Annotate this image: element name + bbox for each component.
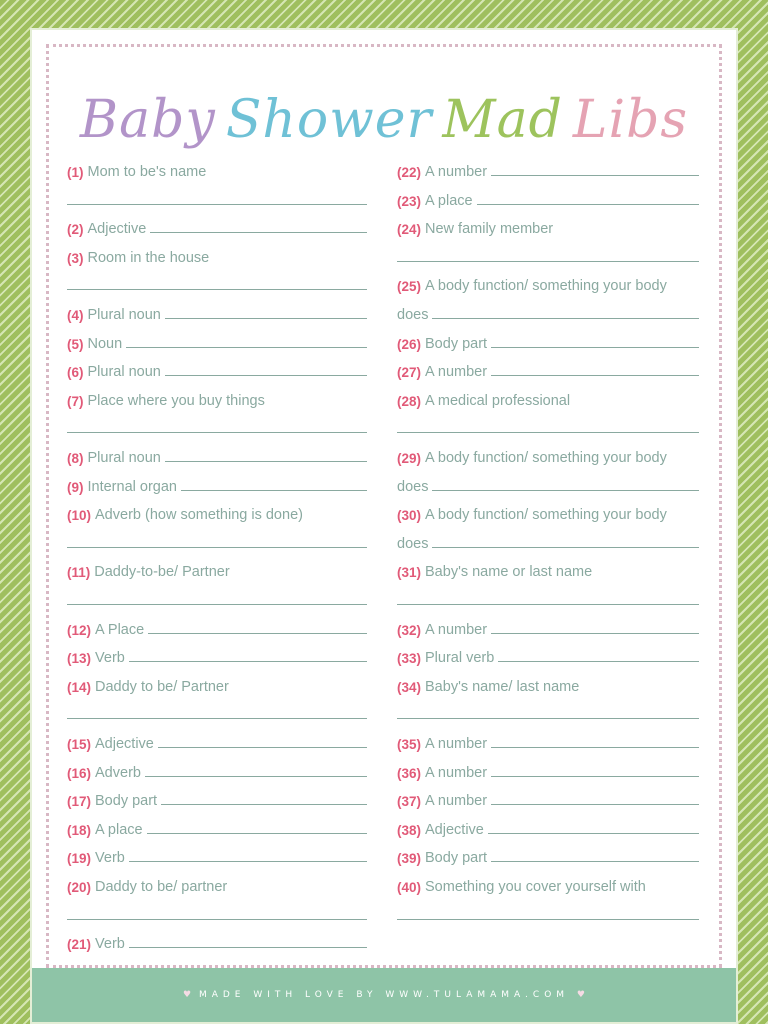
page-title bbox=[32, 88, 736, 152]
prompt-label: Verb bbox=[95, 850, 125, 867]
prompt-label: A number bbox=[425, 621, 488, 638]
prompt-number: (17) bbox=[67, 794, 92, 810]
prompt-row bbox=[397, 446, 699, 466]
blank-line-row bbox=[397, 303, 699, 323]
title-word-baby: Baby bbox=[79, 90, 216, 150]
prompt-number: (9) bbox=[67, 479, 84, 495]
answer-blank-line[interactable] bbox=[397, 919, 699, 920]
answer-blank-line[interactable] bbox=[145, 776, 367, 777]
answer-blank-line[interactable] bbox=[491, 861, 699, 862]
answer-blank-line[interactable] bbox=[67, 919, 367, 920]
blank-line-row bbox=[397, 904, 699, 924]
prompt-label: A number bbox=[425, 736, 488, 752]
prompt-label: Plural noun bbox=[87, 307, 161, 323]
heart-icon: ♥ bbox=[576, 990, 585, 1000]
answer-blank-line[interactable] bbox=[67, 289, 367, 290]
blank-line-row bbox=[397, 475, 699, 495]
prompt-label: Plural verb bbox=[425, 650, 495, 667]
answer-blank-line[interactable] bbox=[165, 318, 367, 319]
prompt-label: Verb bbox=[95, 650, 125, 667]
prompt-label: does bbox=[397, 478, 429, 495]
answer-blank-line[interactable] bbox=[397, 718, 699, 719]
answer-blank-line[interactable] bbox=[432, 490, 699, 491]
prompt-number: (6) bbox=[67, 365, 84, 381]
prompt-number: (3) bbox=[67, 250, 84, 266]
prompt-number: (14) bbox=[67, 679, 92, 695]
prompt-number: (39) bbox=[397, 851, 422, 867]
prompt-label: Daddy to be/ Partner bbox=[95, 678, 229, 695]
prompt-number: (24) bbox=[397, 222, 422, 238]
prompt-number: (11) bbox=[67, 565, 91, 581]
prompt-number: (28) bbox=[397, 393, 422, 409]
answer-blank-line[interactable] bbox=[491, 175, 699, 176]
prompt-number: (25) bbox=[397, 279, 422, 295]
prompt-label: does bbox=[397, 535, 429, 552]
answer-blank-line[interactable] bbox=[165, 375, 367, 376]
prompt-label: A number bbox=[425, 164, 488, 180]
answer-blank-line[interactable] bbox=[491, 633, 699, 634]
prompt-number: (32) bbox=[397, 622, 422, 638]
blank-line-row bbox=[397, 417, 699, 437]
footer-credit: MADE WITH LOVE BY WWW.TULAMAMA.COM bbox=[198, 990, 570, 1000]
answer-blank-line[interactable] bbox=[432, 318, 699, 319]
prompt-number: (12) bbox=[67, 622, 92, 638]
prompt-number: (18) bbox=[67, 822, 92, 838]
prompt-row bbox=[67, 732, 367, 752]
prompt-label: Noun bbox=[87, 335, 123, 352]
prompt-number: (1) bbox=[67, 165, 84, 180]
prompt-row bbox=[67, 332, 367, 352]
answer-blank-line[interactable] bbox=[67, 718, 367, 719]
answer-blank-line[interactable] bbox=[397, 261, 699, 262]
prompt-label: Internal organ bbox=[87, 478, 177, 495]
prompt-number: (2) bbox=[67, 222, 84, 238]
prompt-label: Mom to be's name bbox=[87, 164, 207, 180]
answer-blank-line[interactable] bbox=[67, 547, 367, 548]
prompt-row bbox=[67, 560, 367, 580]
blank-line-row bbox=[67, 703, 367, 723]
blank-line-row bbox=[67, 904, 367, 924]
blank-line-row bbox=[397, 703, 699, 723]
prompt-row bbox=[397, 560, 699, 580]
answer-blank-line[interactable] bbox=[158, 747, 367, 748]
title-word-shower: Shower bbox=[225, 90, 433, 150]
answer-blank-line[interactable] bbox=[150, 232, 367, 233]
prompt-row bbox=[67, 646, 367, 666]
blank-line-row bbox=[67, 589, 367, 609]
prompt-row bbox=[397, 360, 699, 380]
prompt-number: (7) bbox=[67, 393, 84, 409]
prompt-label: A medical professional bbox=[425, 392, 571, 409]
prompt-row bbox=[397, 818, 699, 838]
prompt-row bbox=[397, 846, 699, 866]
prompt-number: (35) bbox=[397, 737, 422, 752]
prompt-label: Adjective bbox=[87, 221, 147, 238]
answer-blank-line[interactable] bbox=[161, 804, 367, 805]
prompt-row bbox=[397, 217, 699, 237]
prompt-row bbox=[67, 217, 367, 237]
blank-line-row bbox=[67, 189, 367, 209]
prompt-number: (22) bbox=[397, 165, 422, 180]
prompt-label: Verb bbox=[95, 936, 125, 953]
prompt-label: does bbox=[397, 307, 429, 323]
prompt-row bbox=[67, 303, 367, 323]
prompt-row bbox=[67, 932, 367, 952]
prompt-number: (36) bbox=[397, 765, 422, 781]
answer-blank-line[interactable] bbox=[129, 947, 367, 948]
prompt-label: Body part bbox=[425, 850, 488, 867]
prompt-number: (23) bbox=[397, 193, 422, 209]
prompt-label: Baby's name or last name bbox=[425, 564, 593, 581]
blank-line-row bbox=[67, 417, 367, 437]
prompt-row bbox=[67, 761, 367, 781]
prompt-row bbox=[397, 732, 699, 752]
prompt-number: (26) bbox=[397, 336, 422, 352]
prompt-label: A place bbox=[425, 192, 473, 209]
prompt-number: (13) bbox=[67, 651, 92, 667]
prompt-number: (16) bbox=[67, 765, 92, 781]
answer-blank-line[interactable] bbox=[126, 347, 367, 348]
prompt-row bbox=[67, 475, 367, 495]
prompt-row bbox=[397, 160, 699, 180]
answer-blank-line[interactable] bbox=[148, 633, 367, 634]
answer-blank-line[interactable] bbox=[477, 204, 699, 205]
prompt-row bbox=[397, 503, 699, 523]
answer-blank-line[interactable] bbox=[147, 833, 367, 834]
prompt-row bbox=[67, 446, 367, 466]
prompt-row bbox=[397, 875, 699, 895]
answer-blank-line[interactable] bbox=[67, 432, 367, 433]
prompt-label: Adverb bbox=[95, 764, 141, 781]
prompt-number: (37) bbox=[397, 794, 422, 810]
prompt-label: Room in the house bbox=[87, 249, 210, 266]
prompt-label: Daddy-to-be/ Partner bbox=[94, 564, 230, 581]
prompt-number: (40) bbox=[397, 880, 422, 895]
answer-blank-line[interactable] bbox=[67, 204, 367, 205]
prompt-number: (15) bbox=[67, 737, 92, 752]
prompt-number: (33) bbox=[397, 651, 422, 667]
answer-blank-line[interactable] bbox=[491, 375, 699, 376]
prompt-label: Plural noun bbox=[87, 450, 161, 466]
prompt-number: (5) bbox=[67, 336, 84, 352]
prompt-label: A number bbox=[425, 764, 488, 781]
blank-line-row bbox=[397, 532, 699, 552]
answer-blank-line[interactable] bbox=[432, 547, 699, 548]
answer-blank-line[interactable] bbox=[491, 347, 699, 348]
prompt-label: Daddy to be/ partner bbox=[95, 879, 228, 895]
answer-blank-line[interactable] bbox=[397, 604, 699, 605]
prompt-row bbox=[67, 160, 367, 180]
prompt-row bbox=[397, 761, 699, 781]
prompt-number: (4) bbox=[67, 308, 84, 323]
answer-blank-line[interactable] bbox=[129, 861, 367, 862]
prompt-number: (27) bbox=[397, 365, 422, 381]
prompt-number: (19) bbox=[67, 851, 92, 867]
prompt-row bbox=[67, 846, 367, 866]
prompt-label: A Place bbox=[95, 621, 145, 638]
prompt-label: Plural noun bbox=[87, 364, 161, 381]
blank-line-row bbox=[67, 532, 367, 552]
prompt-number: (21) bbox=[67, 937, 92, 953]
answer-blank-line[interactable] bbox=[129, 661, 367, 662]
prompt-label: Body part bbox=[95, 793, 158, 810]
prompt-row bbox=[397, 189, 699, 209]
prompt-number: (31) bbox=[397, 565, 422, 581]
prompt-row bbox=[397, 675, 699, 695]
prompt-row bbox=[67, 246, 367, 266]
prompt-number: (29) bbox=[397, 451, 422, 466]
prompt-row bbox=[67, 618, 367, 638]
prompt-number: (38) bbox=[397, 822, 422, 838]
prompt-row bbox=[67, 789, 367, 809]
prompt-row bbox=[67, 360, 367, 380]
prompt-row bbox=[397, 274, 699, 294]
footer-bar bbox=[32, 968, 736, 1022]
prompt-label: Adjective bbox=[95, 736, 154, 752]
prompt-row bbox=[67, 675, 367, 695]
answer-blank-line[interactable] bbox=[488, 833, 699, 834]
heart-icon: ♥ bbox=[182, 990, 192, 1000]
prompt-label: Place where you buy things bbox=[87, 392, 265, 409]
prompt-label: A body function/ something your body bbox=[425, 450, 667, 466]
answer-blank-line[interactable] bbox=[67, 604, 367, 605]
prompt-label: Something you cover yourself with bbox=[425, 879, 646, 895]
prompt-number: (30) bbox=[397, 508, 422, 524]
answer-blank-line[interactable] bbox=[491, 776, 699, 777]
prompt-label: Baby's name/ last name bbox=[425, 678, 580, 695]
answer-blank-line[interactable] bbox=[491, 804, 699, 805]
prompt-number: (10) bbox=[67, 508, 92, 524]
answer-blank-line[interactable] bbox=[491, 747, 699, 748]
title-word-libs: Libs bbox=[572, 90, 689, 150]
prompt-row bbox=[67, 875, 367, 895]
prompt-row bbox=[67, 503, 367, 523]
answer-blank-line[interactable] bbox=[498, 661, 699, 662]
blank-line-row bbox=[397, 589, 699, 609]
prompt-number: (34) bbox=[397, 679, 422, 695]
answer-blank-line[interactable] bbox=[181, 490, 367, 491]
prompt-label: A place bbox=[95, 821, 143, 838]
prompt-row bbox=[397, 389, 699, 409]
blank-line-row bbox=[397, 246, 699, 266]
prompt-row bbox=[397, 332, 699, 352]
prompt-label: Adverb (how something is done) bbox=[95, 507, 303, 524]
prompt-label: New family member bbox=[425, 221, 554, 238]
prompt-number: (20) bbox=[67, 880, 92, 895]
prompt-row bbox=[67, 389, 367, 409]
prompt-label: Adjective bbox=[425, 821, 484, 838]
answer-blank-line[interactable] bbox=[165, 461, 367, 462]
prompt-row bbox=[67, 818, 367, 838]
prompt-row bbox=[397, 789, 699, 809]
prompt-label: A body function/ something your body bbox=[425, 507, 667, 524]
answer-blank-line[interactable] bbox=[397, 432, 699, 433]
prompt-label: Body part bbox=[425, 335, 488, 352]
blank-line-row bbox=[67, 274, 367, 294]
prompt-label: A body function/ something your body bbox=[425, 278, 667, 295]
prompt-number: (8) bbox=[67, 451, 84, 466]
prompt-label: A number bbox=[425, 793, 488, 810]
prompt-label: A number bbox=[425, 364, 488, 381]
prompt-row bbox=[397, 646, 699, 666]
title-word-mad: Mad bbox=[442, 90, 563, 150]
prompt-row bbox=[397, 618, 699, 638]
